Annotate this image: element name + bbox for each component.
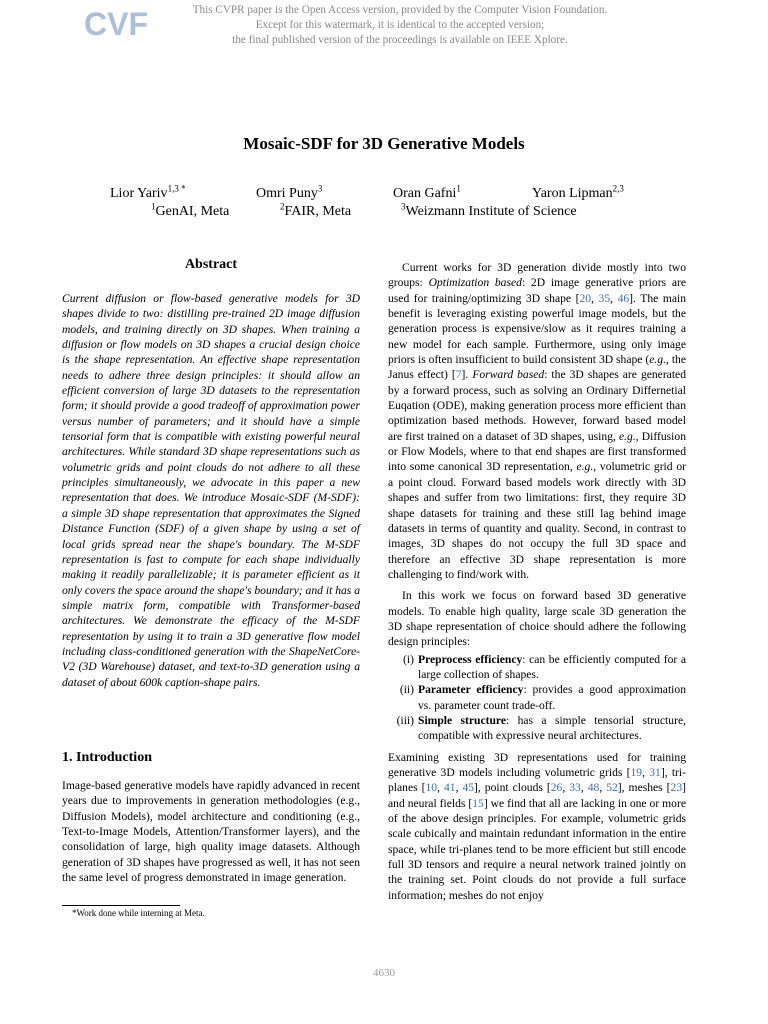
citation-link[interactable]: 10 <box>425 781 438 795</box>
citation-link[interactable]: 7 <box>455 368 462 382</box>
citation-link[interactable]: 46 <box>617 291 630 305</box>
affiliation: $^2$FAIR, Meta <box>280 201 352 219</box>
citation-link[interactable]: 41 <box>443 781 456 795</box>
list-item: (ii) Parameter efficiency: provides a good approximation vs. parameter count trade-off. <box>399 683 686 712</box>
paper-title: Mosaic-SDF for 3D Generative Models <box>243 134 525 153</box>
author: Yaron Lipman$^{2,3}$ <box>532 183 624 201</box>
cvf-logo <box>84 6 148 42</box>
citation-link[interactable]: 35 <box>598 291 611 305</box>
abstract-heading: Abstract <box>184 257 238 272</box>
introduction-text: Image-based generative models have rapidly advanced in recent years due to improvements in generation methodologies (e.g., Diffusion Models), model architecture and conditioning (e.g., Text-to-Image Models, Attention/Transformer layers), and the consolidation of large, high quality image datasets. Although generation of 3D shapes have progressed as well, it has not seen the same level of progress demonstrated in image generation. <box>62 779 360 885</box>
watermark-line: the final published version of the proceedings is available on IEEE Xplore. <box>232 34 568 46</box>
paragraph: In this work we focus on forward based 3D generative models. To enable high quality, large scale 3D generation the 3D shape representation of choice should adhere the following design principles: <box>388 589 686 649</box>
citation-link[interactable]: 19 <box>630 766 643 779</box>
list-item: (i) Preprocess efficiency: can be efficiently computed for a large collection of shapes. <box>403 652 686 681</box>
paragraph: Current works for 3D generation divide mostly into two groups: Optimization based: 2D image generative priors are used for training/optimizing 3D shape [20, 35, 46]. The main benefit is leveraging existing powerful image models, but the generation process is expensive/slow as it requires training a new model for each sample. Furthermore, using only image priors is often insufficient to build consistent 3D shape (e.g., the Janus effect) [7]. Forward based: the 3D shapes are generated by a forward process, such as solving an Ordinary Differnetial Euqation (ODE), making generation process more efficient than optimization based methods. However, forward based model are first trained on a dataset of 3D shapes, using, e.g., Diffusion or Flow Models, where to that end shapes are first transformed into some canonical 3D representation, e.g., volumetric grid or a point cloud. Forward based models work directly with 3D shapes and suffer from two limitations: first, they require 3D shape datasets for training and these still lag behind image datasets in terms of quantity and quality. Second, in contrast to images, 3D shapes do not occupy the full 3D space and therefore an effective 3D shape representation is more challenging to find/work with. <box>388 261 687 581</box>
list-item: (iii) Simple structure: has a simple tensorial structure, compatible with expressive neural architectures. <box>396 713 686 743</box>
watermark-line: This CVPR paper is the Open Access version, provided by the Computer Vision Foundation. <box>192 4 608 16</box>
affiliation: $^1$GenAI, Meta <box>151 201 230 219</box>
citation-link[interactable]: 15 <box>472 796 484 810</box>
citation-link[interactable]: 48 <box>587 781 600 795</box>
open-access-watermark <box>160 3 640 48</box>
citation-link[interactable]: 20 <box>579 291 592 305</box>
citation-link[interactable]: 26 <box>550 781 563 795</box>
right-column <box>388 260 686 903</box>
section-heading-introduction: 1. Introduction <box>62 750 152 765</box>
page-number: 4630 <box>373 967 395 979</box>
footnote-rule <box>62 905 180 906</box>
paragraph: Examining existing 3D representations used for training generative 3D models including volumetric grids [19, 31], tri-planes [10, 41, 45], point clouds [26, 33, 48, 52], meshes [23] and neural fields [15] we find that all are lacking in one or more of the above design principles. For example, volumetric grids scale cubically and maintain redundant information in the entire space, while tri-planes tend to be more efficient but still encode full 3D tensors and require a neural network trained jointly on the training set. Point clouds do not provide a full surface information; meshes do not enjoy <box>388 750 686 902</box>
design-principles-list <box>388 652 686 744</box>
abstract-text: Current diffusion or flow-based generative models for 3D shapes divide to two: distilling pre-trained 2D image diffusion models, and training directly on 3D shapes. When training a diffusion or flow models on 3D shapes a crucial design choice is the shape representation. An effective shape representation needs to adhere three design principles: it should allow an efficient conversion of large 3D datasets to the representation form; it should provide a good tradeoff of approximation power versus number of parameters; and it should have a simple tensorial form that is compatible with existing powerful neural architectures. While standard 3D shape representations such as volumetric grids and point clouds do not adhere to all these principles simultaneously, we advocate in this paper a new representation that does. We introduce Mosaic-SDF (M-SDF): a simple 3D shape representation that approximates the Signed Distance Function (SDF) of a given shape by using a set of local grids spread near the shape's boundary. The M-SDF representation is fast to compute for each shape individually making it readily parallelizable; it is parameter efficient as it only covers the space around the shape's boundary; and it has a simple matrix form, compatible with Transformer-based architectures. We demonstrate the efficacy of the M-SDF representation by using it to train a 3D generative flow model including class-conditioned generation with the ShapeNetCore-V2 (3D Warehouse) dataset, and text-to-3D generation using a dataset of about 600k caption-shape pairs. <box>62 292 360 689</box>
citation-link[interactable]: 23 <box>670 781 683 795</box>
affiliation: $^3$Weizmann Institute of Science <box>401 201 577 219</box>
author: Omri Puny$^3$ <box>256 183 323 201</box>
footnote: *Work done while interning at Meta. <box>72 908 205 918</box>
watermark-line: Except for this watermark, it is identical to the accepted version; <box>255 19 545 31</box>
author: Oran Gafni$^1$ <box>393 183 461 201</box>
citation-link[interactable]: 45 <box>462 781 475 795</box>
author: Lior Yariv$^{1,3 *}$ <box>110 183 186 201</box>
svg-text:CVF: CVF <box>84 6 148 42</box>
citation-link[interactable]: 33 <box>569 781 581 795</box>
citation-link[interactable]: 31 <box>649 766 661 779</box>
citation-link[interactable]: 52 <box>606 781 618 795</box>
